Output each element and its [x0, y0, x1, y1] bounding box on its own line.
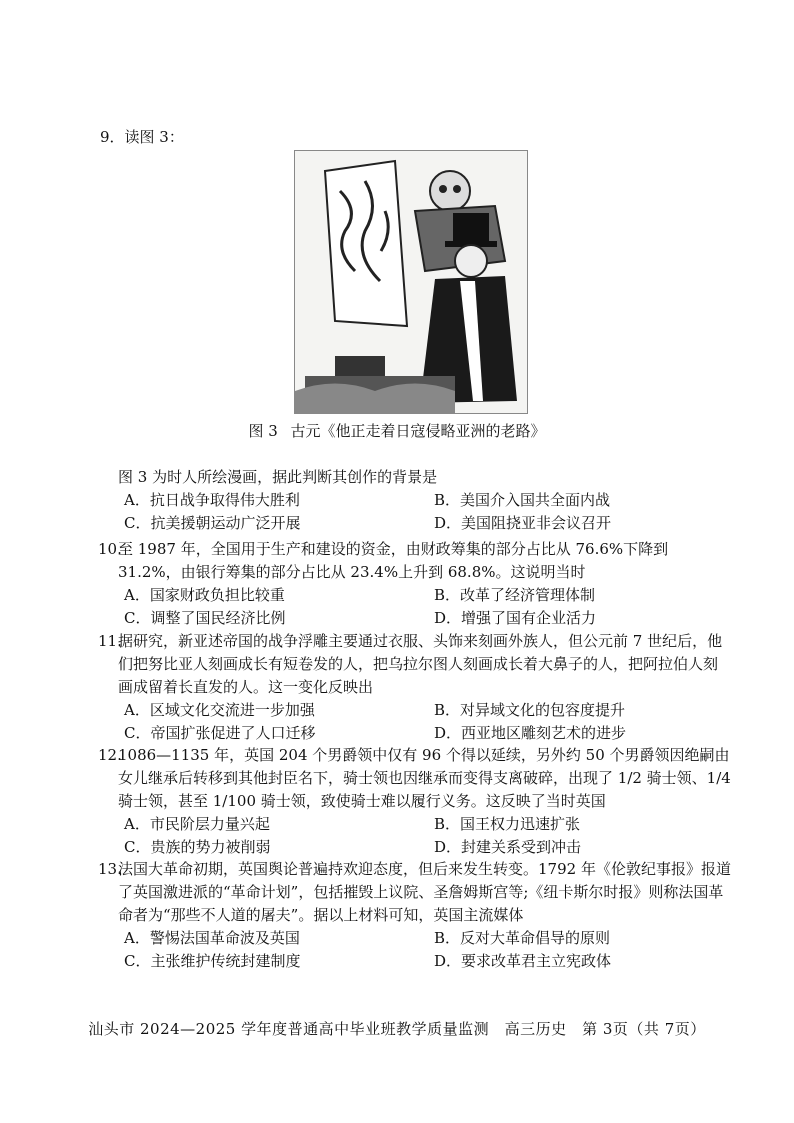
- question-13: [98, 858, 732, 973]
- cartoon-figure: [294, 150, 528, 414]
- q9-option-a[interactable]: A．抗日战争取得伟大胜利: [124, 491, 300, 509]
- question-9-stem: 图 3 为时人所绘漫画，据此判断其创作的背景是: [118, 468, 438, 486]
- question-12-stem: 1086—1135 年，英国 204 个男爵领中仅有 96 个得以延续，另外约 50 个男爵领因绝嗣由女儿继承后转移到其他封臣名下，骑士领也因继承而变得支离破碎，出现了 1/2 骑士领、1/4 骑士领，甚至 1/100 骑士领，致使骑士难以履行义务。这反映了当时英国: [118, 746, 731, 810]
- q10-option-a[interactable]: A．国家财政负担比较重: [124, 586, 285, 604]
- question-13-stem: 法国大革命初期，英国舆论普遍持欢迎态度，但后来发生转变。1792 年《伦敦纪事报》报道了英国激进派的“革命计划”，包括摧毁上议院、圣詹姆斯宫等;《纽卡斯尔时报》则称法国革命者为“那些不人道的屠夫”。据以上材料可知，英国主流媒体: [118, 860, 731, 924]
- q9-option-b[interactable]: B．美国介入国共全面内战: [434, 491, 611, 509]
- q13-option-d[interactable]: D．要求改革君主立宪政体: [434, 952, 612, 970]
- q11-option-d[interactable]: D．西亚地区雕刻艺术的进步: [434, 724, 627, 742]
- question-13-number: 13.: [98, 860, 122, 878]
- caption-title: 古元《他正走着日寇侵略亚洲的老路》: [290, 422, 546, 440]
- question-9-options: [112, 489, 732, 535]
- q12-option-d[interactable]: D．封建关系受到冲击: [434, 838, 582, 856]
- question-11-number: 11.: [98, 632, 122, 650]
- figure-caption: [0, 420, 794, 441]
- question-10-stem: 至 1987 年，全国用于生产和建设的资金，由财政筹集的部分占比从 76.6%下降到 31.2%，由银行筹集的部分占比从 23.4%上升到 68.8%。这说明当时: [118, 540, 669, 581]
- question-11-stem: 据研究，新亚述帝国的战争浮雕主要通过衣服、头饰来刻画外族人，但公元前 7 世纪后，他们把努比亚人刻画成长有短卷发的人，把乌拉尔图人刻画成长着大鼻子的人，把阿拉伯人刻画成留着长直发的人。这一变化反映出: [118, 632, 723, 696]
- caption-figure-label: 图 3: [248, 422, 278, 440]
- q12-option-b[interactable]: B．国王权力迅速扩张: [434, 815, 581, 833]
- question-10-number: 10.: [98, 540, 122, 558]
- question-9: [112, 466, 732, 535]
- question-12-options: [112, 813, 732, 859]
- q11-option-b[interactable]: B．对异域文化的包容度提升: [434, 701, 626, 719]
- q9-option-d[interactable]: D．美国阻挠亚非会议召开: [434, 514, 612, 532]
- question-13-options: [112, 927, 732, 973]
- q11-option-a[interactable]: A．区域文化交流进一步加强: [124, 701, 315, 719]
- q13-option-b[interactable]: B．反对大革命倡导的原则: [434, 929, 611, 947]
- q12-option-a[interactable]: A．市民阶层力量兴起: [124, 815, 270, 833]
- q10-option-d[interactable]: D．增强了国有企业活力: [434, 609, 597, 627]
- question-10: [98, 538, 732, 630]
- q13-option-a[interactable]: A．警惕法国革命波及英国: [124, 929, 300, 947]
- question-11: [98, 630, 732, 745]
- q11-option-c[interactable]: C．帝国扩张促进了人口迁移: [124, 724, 316, 742]
- cartoon-illustration: [295, 151, 527, 413]
- q10-option-b[interactable]: B．改革了经济管理体制: [434, 586, 596, 604]
- question-11-options: [112, 699, 732, 745]
- q9-option-c[interactable]: C．抗美援朝运动广泛开展: [124, 514, 301, 532]
- q13-option-c[interactable]: C．主张维护传统封建制度: [124, 952, 301, 970]
- question-12: [98, 744, 732, 859]
- question-10-options: [112, 584, 732, 630]
- q12-option-c[interactable]: C．贵族的势力被削弱: [124, 838, 271, 856]
- page-footer: 汕头市 2024—2025 学年度普通高中毕业班教学质量监测 高三历史 第 3页（共 7页）: [88, 1020, 706, 1038]
- question-9-header: 9．读图 3：: [100, 128, 184, 146]
- question-12-number: 12.: [98, 746, 122, 764]
- q10-option-c[interactable]: C．调整了国民经济比例: [124, 609, 286, 627]
